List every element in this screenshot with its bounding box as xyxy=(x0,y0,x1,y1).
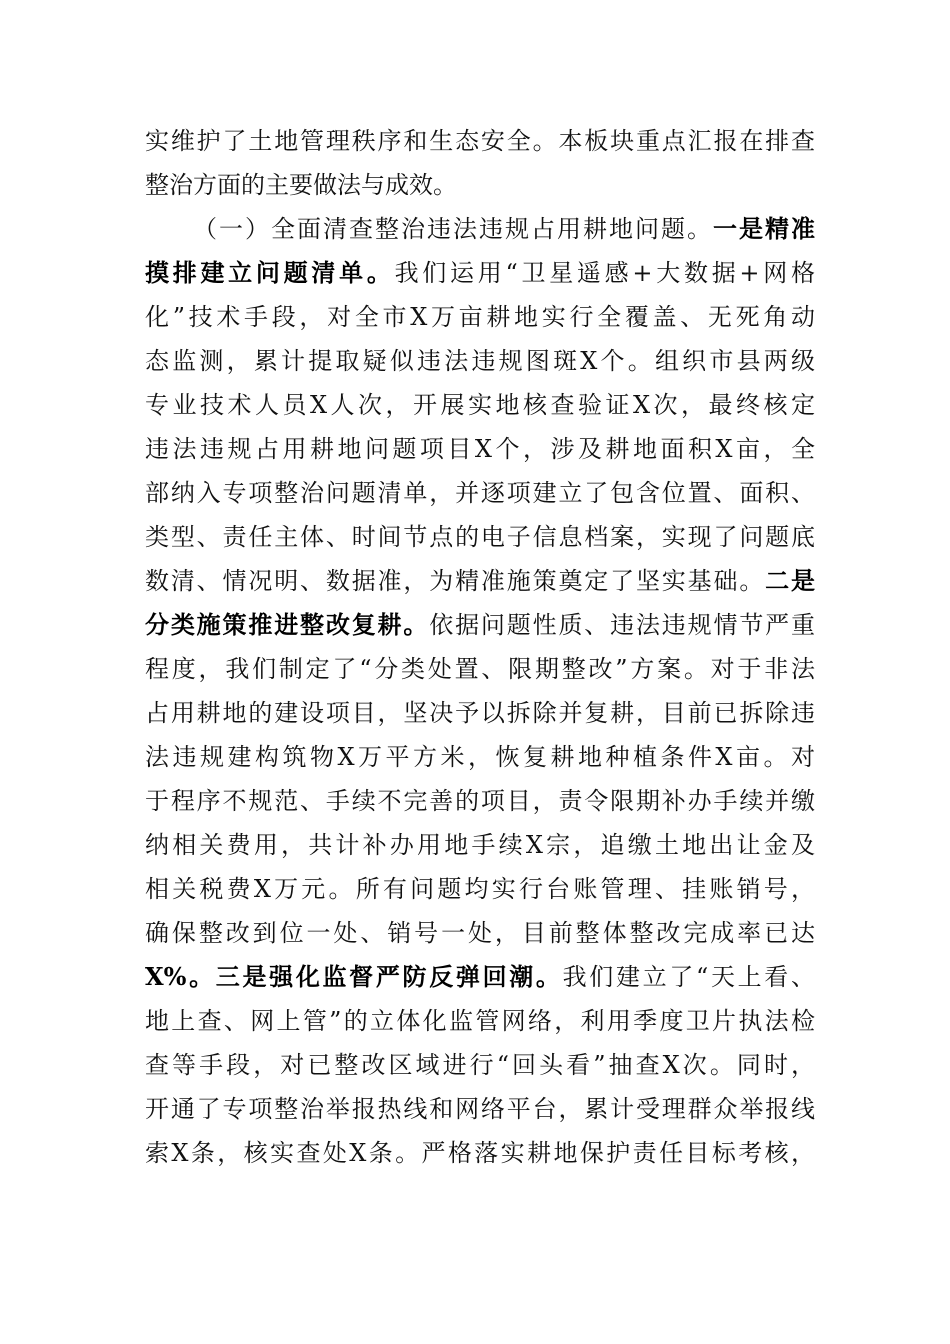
text-line: 法违规建构筑物X万平方米，恢复耕地种植条件X亩。对 xyxy=(145,743,815,771)
text-line xyxy=(145,251,815,295)
text-line: 于程序不规范、手续不完善的项目，责令限期补办手续并缴 xyxy=(145,787,815,815)
text-line: 违法违规占用耕地问题项目X个，涉及耕地面积X亩，全 xyxy=(145,435,815,463)
text-line: 相关税费X万元。所有问题均实行台账管理、挂账销号， xyxy=(145,875,815,903)
bold-point-heading: 一是精准 xyxy=(713,214,815,243)
text-line: 纳相关费用，共计补办用地手续X宗，追缴土地出让金及 xyxy=(145,831,815,859)
bold-point-heading: 二是 xyxy=(765,566,816,595)
text-line xyxy=(145,955,815,999)
text-line: 占用耕地的建设项目，坚决予以拆除并复耕，目前已拆除违 xyxy=(145,699,815,727)
text-run: 我们运用“卫星遥感+大数据+网格 xyxy=(394,259,815,287)
text-line: 专业技术人员X人次，开展实地核查验证X次，最终核定 xyxy=(145,391,815,419)
text-line: 实维护了土地管理秩序和生态安全。本板块重点汇报在排查 xyxy=(145,127,815,155)
text-line: 部纳入专项整治问题清单，并逐项建立了包含位置、面积、 xyxy=(145,479,815,507)
text-line: 化”技术手段，对全市X万亩耕地实行全覆盖、无死角动 xyxy=(145,303,815,331)
text-line: 确保整改到位一处、销号一处，目前整体整改完成率已达 xyxy=(145,919,815,947)
bold-point-heading: X%。三是强化监督严防反弹回潮。 xyxy=(145,962,563,991)
section-heading: （一）全面清查整治违法违规占用耕地问题。 xyxy=(193,215,713,243)
text-line: 态监测，累计提取疑似违法违规图斑X个。组织市县两级 xyxy=(145,347,815,375)
text-run: 我们建立了“天上看、 xyxy=(562,963,815,991)
text-line xyxy=(145,603,815,647)
bold-point-heading: 摸排建立问题清单。 xyxy=(145,258,395,287)
bold-point-heading: 分类施策推进整改复耕。 xyxy=(145,610,430,639)
text-line xyxy=(193,207,815,251)
text-line: 程度，我们制定了“分类处置、限期整改”方案。对于非法 xyxy=(145,655,815,683)
text-run: 数清、情况明、数据准，为精准施策奠定了坚实基础。 xyxy=(145,567,766,595)
text-line: 查等手段，对已整改区域进行“回头看”抽查X次。同时， xyxy=(145,1051,815,1079)
text-run: 依据问题性质、违法违规情节严重 xyxy=(429,611,816,639)
text-line: 地上查、网上管”的立体化监管网络，利用季度卫片执法检 xyxy=(145,1007,815,1035)
text-line xyxy=(145,559,815,603)
text-line: 整治方面的主要做法与成效。 xyxy=(145,171,457,199)
text-line: 索X条，核实查处X条。严格落实耕地保护责任目标考核， xyxy=(145,1139,815,1167)
text-line: 开通了专项整治举报热线和网络平台，累计受理群众举报线 xyxy=(145,1095,815,1123)
text-line: 类型、责任主体、时间节点的电子信息档案，实现了问题底 xyxy=(145,523,815,551)
